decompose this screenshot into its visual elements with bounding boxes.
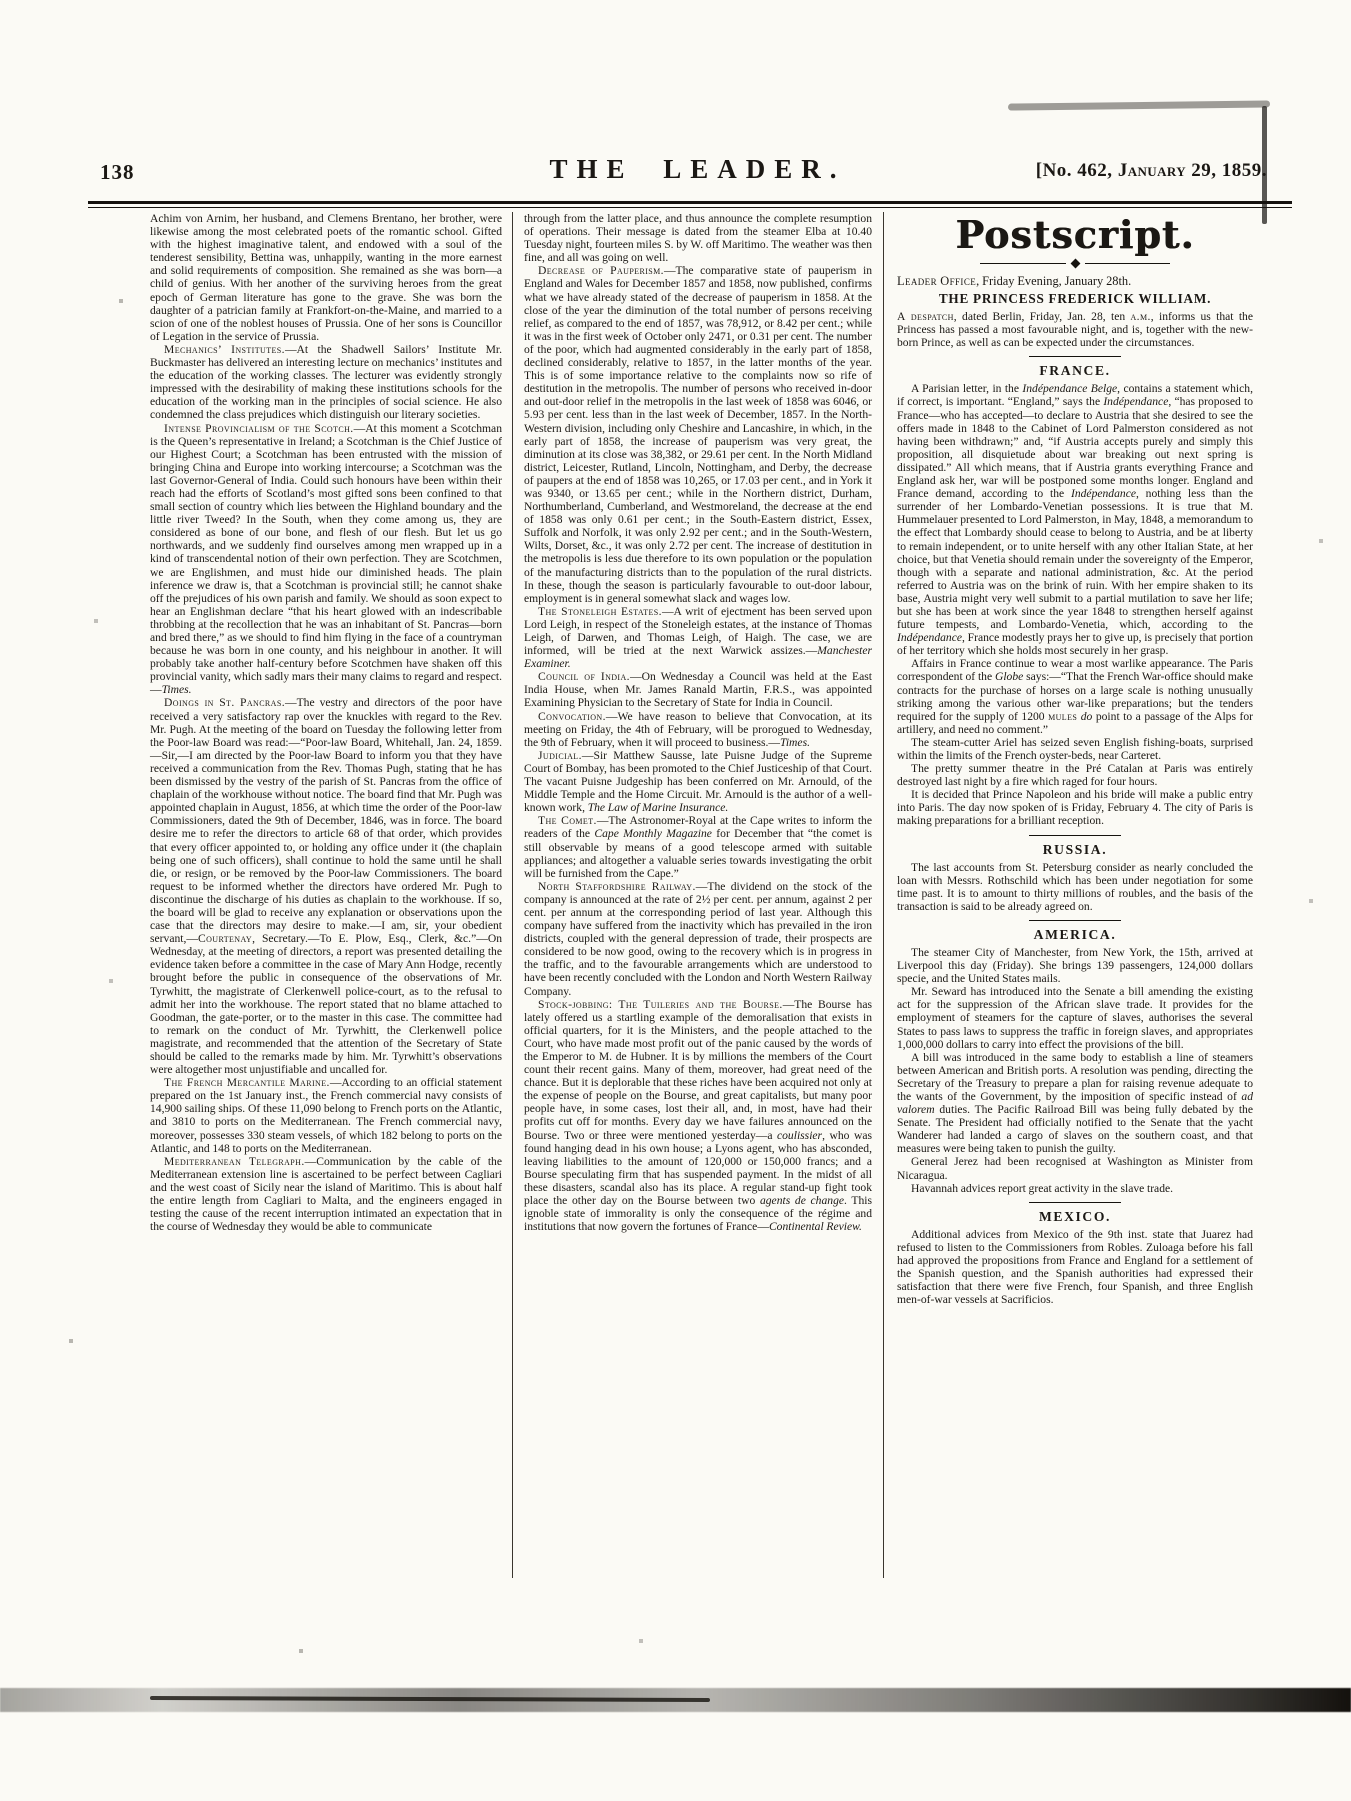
postscript-princess-paragraph: A despatch, dated Berlin, Friday, Jan. 28, ten a.m., informs us that the Princess has passed a most favourable night, and is, together with the new-born Prince, as well as can be expected under the circumstances. — [897, 310, 1253, 350]
postscript-america-paragraph: Mr. Seward has introduced into the Senate a bill amending the existing act for the suppression of the African slave trade. It provides for the employment of steamers for the capture of slaves, authorises the several States to pass laws to suppress the traffic in foreign slaves, and appropriates 1,000,000 dollars to carry into effect the provisions of the bill. — [897, 985, 1253, 1051]
section-divider — [1029, 835, 1121, 836]
article-french-mercantile-marine: The French Mercantile Marine.—According to an official statement prepared on the 1st January inst., the French commercial navy consists of 14,900 sailing ships. Of these 11,090 belong to French ports on the Atlantic, and 3810 to ports on the Mediterranean. The French commercial navy, moreover, possesses 330 steam vessels, of which 182 belong to ports on the Atlantic, and 148 to ports on the Mediterranean. — [150, 1076, 502, 1155]
postscript-america-paragraph: The steamer City of Manchester, from New York, the 15th, arrived at Liverpool this day (Friday). She brings 139 passengers, 124,000 dollars specie, and the United States mails. — [897, 945, 1253, 986]
postscript-france-paragraph: The steam-cutter Ariel has seized seven English fishing-boats, surprised within the limits of the French oyster-beds, near Carteret. — [897, 735, 1253, 762]
article-the-comet: The Comet.—The Astronomer-Royal at the Cape writes to inform the readers of the Cape Monthly Magazine for December that “the comet is still observable by means of a good telescope armed with suitable appliances; and altogether a valuable series towards investigating the orbit will be furnished from the Cape.” — [524, 814, 872, 880]
diamond-icon — [1070, 259, 1080, 269]
page-columns — [150, 212, 1253, 1578]
column-2 — [512, 212, 884, 1578]
issue-info: [No. 462, January 29, 1859. — [1035, 160, 1267, 181]
ornament-bar-left — [980, 263, 1066, 264]
header-rule — [88, 201, 1292, 208]
article-bettina-von-arnim: Achim von Arnim, her husband, and Clemens Brentano, her brother, were likewise among the most celebrated poets of the romantic school. Gifted with the highest imaginative talent, and endowed with a soul of the tenderest sensibility, Bettina was, unhappily, wanting in the more earnest and solid requirements of composition. She remained as she was born—a child of genius. With her another of the surviving heroes from the great epoch of German literature has gone to the grave. She was born the daughter of a patrician family at Frankfort-on-the-Maine, and married to a scion of one of the noblest houses of Prussia. One of her sons is Councillor of Legation in the service of Prussia. — [150, 212, 502, 343]
article-doings-st-pancras: Doings in St. Pancras.—The vestry and directors of the poor have received a very satisfactory rap over the knuckles with regard to the Rev. Mr. Pugh. At the meeting of the board on Tuesday the following letter from the Poor-law Board was read:—“Poor-law Board, Whitehall, Jan. 24, 1859.—Sir,—I am directed by the Poor-law Board to inform you that they have received a communication from the Rev. Thomas Pugh, stating that he has been dismissed by the vestry of the parish of St. Pancras from the office of chaplain of the workhouse without notice. The board find that Mr. Pugh was appointed chaplain in August, 1856, at which time the order of the Poor-law Commissioners, dated the 9th of December, 1846, was in force. The board desire me to refer the directors to article 68 of that order, which provides that every officer appointed to, or holding any office under it (the chaplain being one of such officers), shall continue to hold the same until he shall die, or resign, or be removed by the Poor-law Commissioners. The board request to be informed whether the directors have ordered Mr. Pugh to discontinue the discharge of his duties as chaplain to the workhouse. If so, the board will be glad to receive any explanation or observations upon the case that the directors may desire to make.—I am, sir, your obedient servant,—Courtenay, Secretary.—To E. Plow, Esq., Clerk, &c.”—On Wednesday, at the meeting of directors, a report was presented detailing the evidence taken before a committee in the case of Mary Ann Hodge, recently brought before the public in consequence of the observations of Mr. Tyrwhitt, the magistrate of Clerkenwell police-court, as to the refusal to admit her into the workhouse. The report stated that no blame attached to Goodman, the gate-porter, or to the master in this case. The committee had to remark on the conduct of Mr. Tyrwhitt, the Clerkenwell police magistrate, and recommended that the attention of the Secretary of State should be called to the remarks made by him. Mr. Tyrwhitt’s observations were altogether most unjustifiable and uncalled for. — [150, 696, 502, 1077]
postscript-america-paragraph: A bill was introduced in the same body to establish a line of steamers between American and British ports. A resolution was pending, directing the Secretary of the Treasury to prepare a plan for raising revenue adequate to the wants of the Government, by the imposition of specific instead of ad valorem duties. The Pacific Railroad Bill was being fully debated by the Senate. The President had officially notified to the Senate that the yacht Wanderer had landed a cargo of slaves on the southern coast, and that measures were being taken to punish the guilty. — [897, 1050, 1253, 1156]
paper-title: THE LEADER. — [549, 154, 846, 184]
article-provincialism-scotch: Intense Provincialism of the Scotch.—At this moment a Scotchman is the Queen’s representative in Ireland; a Scotchman is the Chief Justice of our Highest Court; a Scotchman has been entrusted with the mission of bringing China and Europe into working intercourse; a Scotchman was the last Governor-General of India. Could such honours have been within their reach had the efforts of Scotland’s most gifted sons been confined to that small section of country which lies between the Highland boundary and the little river Tweed? In the South, when they come among us, they are considered as bone of our bone, and flesh of our flesh. But let us go northwards, and we suddenly find ourselves among men wrapped up in a kind of transcendental notion of their own perfection. They are Scotchmen, we are Englishmen, and must hide our diminished heads. The plain inference we draw is, that a Scotchman is provincial still; he cannot shake off the prejudices of his own parish and family. We should as soon expect to hear an Englishman declare “that his heart glowed with an indescribable throbbing at the recollection that he was an inhabitant of St. Pancras—born and bred there,” as we should to find him flying in the face of a countryman because he was born in one county, and his neighbour in another. It will probably take another half-century before Scotchmen have shaken off this provincial vanity, which sadly mars their many claims to regard and respect.—Times. — [150, 421, 502, 697]
article-stock-jobbing: Stock-jobbing: The Tuileries and the Bourse.—The Bourse has lately offered us a startling example of the demoralisation that exists in official quarters, for it is the Ministers, and the people attached to the Court, who have made most profit out of the panic caused by the words of the Emperor to M. de Hubner. It is by millions the members of the Court count their recent gains. Many of them, moreover, had great need of the chance. But it is deplorable that these riches have been acquired not only at the expense of people on the Bourse, and great capitalists, but many poor people have, in some cases, lost their all, and, in most, have had their profits cut off for months. Every day we have failures announced on the Bourse. Two or three were mentioned yesterday—a coulissier, who was found hanging dead in his own house; a Lyons agent, who has absconded, leaving liabilities to the amount of 120,000 or 150,000 francs; and a Bourse speculating firm that has suspended payment. In the midst of all these disasters, scandal also has its place. A regular stand-up fight took place the other day on the Bourse between two agents de change. This ignoble state of immorality is only the consequence of the régime and institutions that now govern the fortunes of France—Continental Review. — [524, 997, 872, 1234]
column-3-postscript — [884, 212, 1253, 1578]
column-1 — [150, 212, 512, 1578]
scan-speckles — [0, 0, 2, 2]
masthead-bar — [0, 148, 1351, 200]
article-stoneleigh-estates: The Stoneleigh Estates.—A writ of ejectment has been served upon Lord Leigh, in respect of the Stoneleigh estates, at the instance of Thomas Leigh, of Darwen, and Thomas Leigh, of Haigh. The case, we are informed, will be tried at the next Warwick assizes.—Manchester Examiner. — [524, 604, 872, 671]
section-heading-russia: RUSSIA. — [1042, 841, 1108, 857]
section-heading-america: AMERICA. — [1033, 926, 1117, 942]
postscript-france-paragraph: The pretty summer theatre in the Pré Catalan at Paris was entirely destroyed last night by a fire which raged for four hours. — [897, 762, 1253, 789]
article-mediterranean-telegraph: Mediterranean Telegraph.—Communication by the cable of the Mediterranean extension line is ascertained to be perfect between Cagliari and the west coast of Sicily near the island of Maritimo. This is about half the entire length from Cagliari to Malta, and the engineers engaged in testing the cause of the recent interruption intimated an expectation that in the course of Wednesday they would be able to communicate — [150, 1154, 502, 1234]
article-judicial: Judicial.—Sir Matthew Sausse, late Puisne Judge of the Supreme Court of Bombay, has been promoted to the Chief Justiceship of that Court. The vacant Puisne Judgeship has been conferred on Mr. Arnould, of the Middle Temple and the Home Circuit. Mr. Arnould is the author of a well-known work, The Law of Marine Insurance. — [524, 748, 872, 815]
article-north-staffordshire-railway: North Staffordshire Railway.—The dividend on the stock of the company is announced at the rate of 2½ per cent. per annum, against 2 per cent. per annum at the corresponding period of last year. Although this company have suffered from the inactivity which has prevailed in the iron districts, coupled with the general depression of trade, their prospects are considered to be now good, owing to the recovery which is in progress in the traffic, and to the favourable arrangements which are understood to have been recently concluded with the London and North Western Railway Company. — [524, 879, 872, 998]
postscript-america-paragraph: General Jerez had been recognised at Washington as Minister from Nicaragua. — [897, 1155, 1253, 1182]
postscript-america-paragraph: Havannah advices report great activity in the slave trade. — [911, 1181, 1174, 1195]
postscript-dateline: Leader Office, Friday Evening, January 28th. — [897, 274, 1132, 288]
section-divider — [1029, 1202, 1121, 1203]
postscript-france-paragraph: It is decided that Prince Napoleon and his bride will make a public entry into Paris. The day now spoken of is Friday, February 4. The city of Paris is making preparations for a brilliant reception. — [897, 788, 1253, 828]
section-divider — [1029, 356, 1121, 357]
article-mechanics-institutes: Mechanics’ Institutes.—At the Shadwell Sailors’ Institute Mr. Buckmaster has delivered an interesting lecture on mechanics’ institutes and the education of the working classes. The lecturer was evidently strongly impressed with the desirability of making these institutions schools for the education of the working man in the principles of social science. He also condemned the class prejudices which distinguish our literary societies. — [150, 342, 503, 422]
ornament-divider — [980, 260, 1170, 267]
article-convocation: Convocation.—We have reason to believe that Convocation, at its meeting on Friday, the 4th of February, will be prorogued to Wednesday, the 9th of February, when it will proceed to business.—Times. — [524, 709, 872, 749]
section-divider — [1029, 920, 1121, 921]
section-heading-mexico: MEXICO. — [1039, 1208, 1111, 1224]
page-number: 138 — [100, 160, 135, 184]
postscript-france-paragraph: A Parisian letter, in the Indépendance Belge, contains a statement which, if correct, is important. “England,” says the Indépendance, “has proposed to France—who has accepted—to declare to Austria that she desired to see the offers made in 1848 to the Cabinet of Lord Palmerston considered as not having been withdrawn;” and, “if Austria accepts purely and simply this proposition, all disquietude about war breaking out next spring is dissipated.” All which means, that if Austria grants everything France and England ask her, war will be postponed some months longer. England and France demand, according to the Indépendance, nothing less than the surrender of her Lombardo-Venetian possessions. It is true that M. Hummelauer presented to Lord Palmerston, in May, 1848, a memorandum to the effect that Lombardy should cease to belong to Austria, and be at liberty to remain independent, or to unite herself with any other Italian State, at her choice, but that Venetia should remain under the sovereignty of the Emperor, though with a separate and national administration, &c. At the period referred to Austria was on the brink of ruin. With her empire shaken to its base, Austria might very well submit to a partial mutilation to save her life; but she has been at work since the year 1848 to strengthen herself against future tempests, and Lombardo-Venetia, which, according to the Indépendance, France modestly prays her to give up, is precisely that portion of her territory which she holds most securely in her grasp. — [897, 382, 1253, 658]
article-telegraph-continued: through from the latter place, and thus announce the complete resumption of operations. Their message is dated from the steamer Elba at 10.40 Tuesday night, fourteen miles S. by W. off Maritimo. The weather was then fine, and all was going on well. — [524, 212, 872, 265]
article-decrease-of-pauperism: Decrease of Pauperism.—The comparative state of pauperism in England and Wales for December 1857 and 1858, now published, confirms what we have already stated of the decrease of pauperism in 1858. At the close of the year the diminution of the total number of persons receiving relief, as compared to the end of 1857, was 78,912, or 8.42 per cent.; while it was in the first week of October only 2471, or 0.31 per cent. The number of the poor, which had augmented considerably in the early part of 1858, declined considerably, relative to 1857, in the latter months of the year. This is of some importance relative to the complaints now so rife of destitution in the metropolis. The number of persons who received in-door and out-door relief in the metropolis in the last week of 1858 was 6046, or 5.93 per cent. less than in the last week of December, 1857. In the North-Western division, including only Cheshire and Lancashire, in which, in the early part of 1858, the increase of pauperism was very great, the diminution at its close was 38,382, or 29.61 per cent. In the North Midland district, Leicester, Rutland, Lincoln, Nottingham, and Derby, the decrease of paupers at the end of 1858 was 10,265, or 17.03 per cent., and in York it was 9340, or 13.65 per cent.; while in the Northern district, Durham, Northumberland, Cumberland, and Westmoreland, the decrease at the end of 1858 was only 0.61 per cent.; in the South-Eastern district, Essex, Suffolk and Norfolk, it was only 2.92 per cent.; and in the South-Western, Wilts, Dorset, &c., it was only 2.72 per cent. The increase of destitution in the metropolis is less due therefore to its own population or the population of the manufacturing districts than to the population of the rural districts. In these, though the season is particularly favourable to out-door labour, employment is in general somewhat slack and wages low. — [524, 264, 873, 605]
section-heading-france: FRANCE. — [1039, 363, 1111, 379]
postscript-masthead: Postscript. — [955, 212, 1195, 257]
section-heading-princess: THE PRINCESS FREDERICK WILLIAM. — [938, 291, 1212, 307]
postscript-mexico-paragraph: Additional advices from Mexico of the 9th inst. state that Juarez had refused to listen to the Commissioners from Robles. Zuloaga before his fall had approved the propositions from France and England for a settlement of the Spanish question, and the Spanish authorities had expressed their satisfaction that there were five French, four Spanish, and three English men-of-war vessels at Sacrificios. — [897, 1227, 1253, 1307]
postscript-russia-paragraph: The last accounts from St. Petersburg consider as nearly concluded the loan with Messrs. Rothschild which has been under negotiation for some time past. It is to amount to thirty millions of roubles, and the basis of the transaction is said to be already agreed on. — [897, 860, 1253, 913]
postscript-france-paragraph: Affairs in France continue to wear a most warlike appearance. The Paris correspondent of the Globe says:—“That the French War-office should make contracts for the purchase of horses on a large scale is nothing unusually striking among the various other war-like preparations; but the tenders required for the supply of 1200 mules do point to a passage of the Alps for artillery, and need no comment.” — [897, 657, 1254, 736]
ornament-bar-right — [1085, 263, 1171, 264]
article-council-of-india: Council of India.—On Wednesday a Council was held at the East India House, when Mr. James Ranald Martin, F.R.S., was appointed Examining Physician to the Secretary of State for India in Council. — [524, 670, 872, 710]
scan-artifact-top-edge — [1008, 100, 1270, 110]
